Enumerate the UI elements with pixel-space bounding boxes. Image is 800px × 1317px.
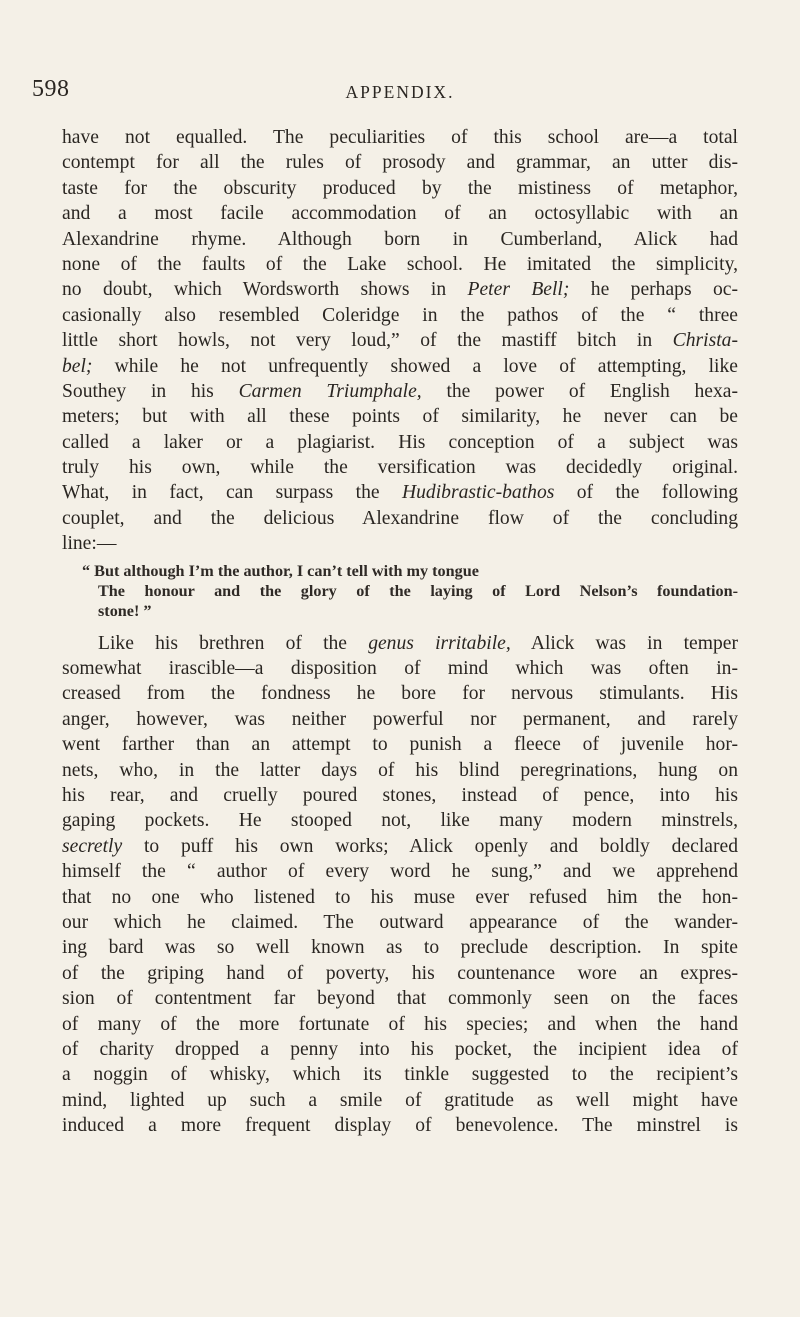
quote-line: “ But although I’m the author, I can’t tell with my tongue: [82, 561, 479, 580]
text-line: [62, 631, 738, 656]
text-line: line:—: [62, 533, 117, 555]
text-run: What, in fact, can surpass the: [62, 482, 402, 504]
text-line: that no one who listened to his muse ever refused him the hon-: [62, 886, 738, 908]
italic-title: Peter Bell;: [467, 279, 570, 301]
text-run: he perhaps oc-: [569, 279, 738, 301]
text-run: to puff his own works; Alick openly and boldly declared: [122, 835, 738, 857]
text-line: have not equalled. The peculiarities of this school are—a total: [62, 127, 738, 148]
text-line: taste for the obscurity produced by the mistiness of metaphor,: [62, 177, 738, 199]
text-line: couplet, and the delicious Alexandrine flow of the concluding: [62, 507, 738, 529]
text-line: Alexandrine rhyme. Although born in Cumberland, Alick had: [62, 228, 738, 250]
text-run: of the following: [554, 482, 738, 504]
quoted-couplet: [62, 561, 738, 621]
running-head: APPENDIX.: [345, 82, 455, 102]
text-run: Like his brethren of the: [98, 632, 369, 654]
text-line: nets, who, in the latter days of his blind peregrinations, hung on: [62, 759, 738, 781]
text-line: ing bard was so well known as to preclude description. In spite: [62, 937, 738, 959]
body-text: [62, 125, 738, 1138]
italic-title: Christa-: [672, 330, 738, 352]
text-line: casionally also resembled Coleridge in the pathos of the “ three: [62, 304, 738, 326]
text-line: contempt for all the rules of prosody and grammar, an utter dis-: [62, 152, 738, 174]
text-line: induced a more frequent display of benevolence. The minstrel is: [62, 1115, 738, 1137]
text-run: little short howls, not very loud,” of the mastiff bitch in: [62, 330, 673, 352]
text-line: called a laker or a plagiarist. His conception of a subject was: [62, 431, 738, 453]
text-line: and a most facile accommodation of an octosyllabic with an: [62, 203, 738, 225]
text-run: the power of English hexa-: [421, 380, 739, 402]
text-line: [62, 834, 738, 859]
text-line: meters; but with all these points of similarity, he never can be: [62, 406, 738, 428]
text-line: [62, 354, 738, 379]
text-run: while he not unfrequently showed a love of attempting, like: [92, 355, 738, 377]
text-line: his rear, and cruelly poured stones, instead of pence, into his: [62, 784, 738, 806]
text-line: [62, 379, 738, 404]
italic-title: Carmen Triumphale,: [238, 380, 422, 402]
page-number: 598: [32, 76, 70, 102]
quote-line: stone! ”: [98, 601, 152, 620]
quote-line: The honour and the glory of the laying of Lord Nelson’s foundation-: [98, 581, 738, 600]
text-run: Alick was in temper: [510, 632, 738, 654]
text-line: gaping pockets. He stooped not, like many modern minstrels,: [62, 810, 738, 832]
text-line: went farther than an attempt to punish a fleece of juvenile hor-: [62, 734, 738, 756]
italic-title: bel;: [62, 355, 93, 377]
text-line: a noggin of whisky, which its tinkle suggested to the recipient’s: [62, 1064, 738, 1086]
text-line: [62, 277, 738, 302]
text-line: of charity dropped a penny into his pocket, the incipient idea of: [62, 1038, 738, 1060]
italic-term: genus irritabile,: [368, 632, 511, 654]
text-run: Southey in his: [62, 380, 239, 402]
text-line: [62, 480, 738, 505]
text-line: somewhat irascible—a disposition of mind which was often in-: [62, 658, 738, 680]
italic-term: Hudibrastic-bathos: [401, 482, 555, 504]
text-line: [62, 328, 738, 353]
italic-term: secretly: [62, 835, 123, 857]
text-line: mind, lighted up such a smile of gratitude as well might have: [62, 1089, 738, 1111]
text-line: sion of contentment far beyond that commonly seen on the faces: [62, 988, 738, 1010]
text-line: himself the “ author of every word he sung,” and we apprehend: [62, 861, 738, 883]
text-line: truly his own, while the versification was decidedly original.: [62, 457, 738, 479]
text-line: our which he claimed. The outward appearance of the wander-: [62, 911, 738, 933]
text-line: creased from the fondness he bore for nervous stimulants. His: [62, 683, 738, 705]
text-line: anger, however, was neither powerful nor permanent, and rarely: [62, 708, 738, 730]
text-line: of the griping hand of poverty, his countenance wore an expres-: [62, 962, 738, 984]
text-run: no doubt, which Wordsworth shows in: [62, 279, 468, 301]
text-line: of many of the more fortunate of his species; and when the hand: [62, 1013, 738, 1035]
text-line: none of the faults of the Lake school. He imitated the simplicity,: [62, 253, 738, 275]
